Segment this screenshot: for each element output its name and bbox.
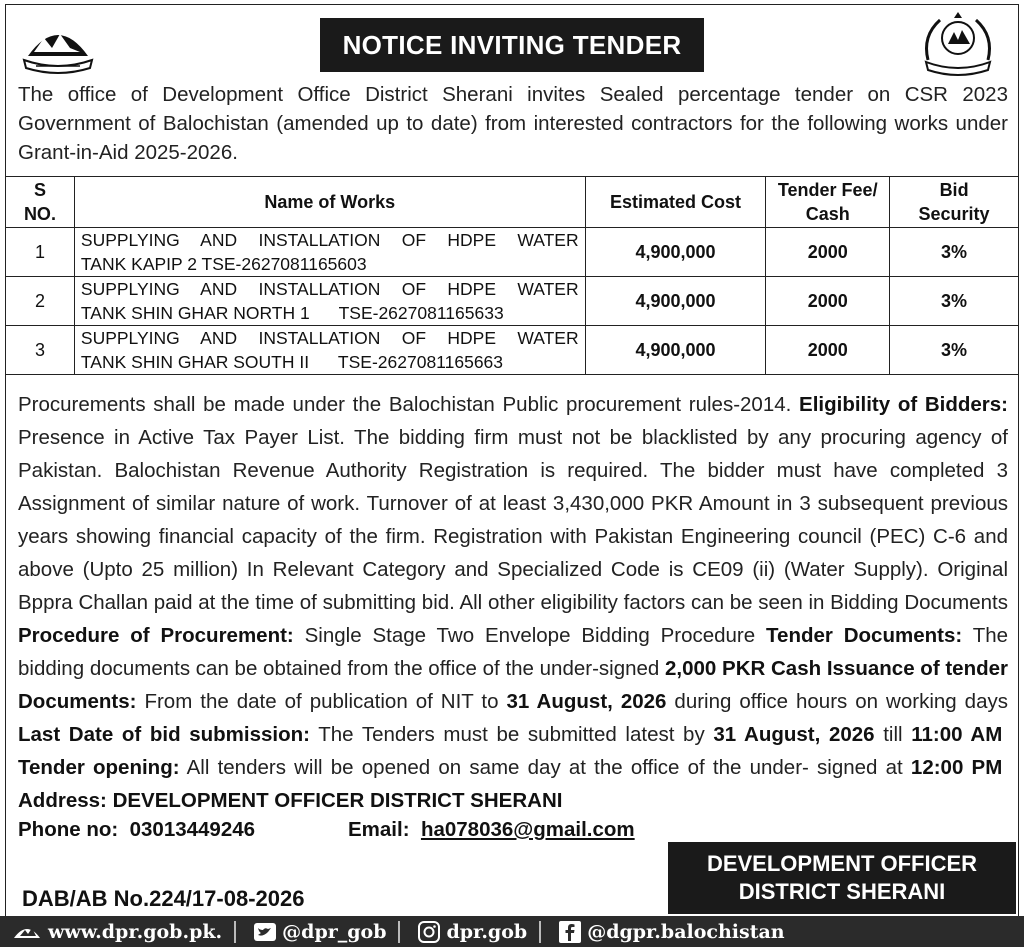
row-work-name: SUPPLYING AND INSTALLATION OF HDPE WATER TANK KAPIP 2 TSE-2627081165603 bbox=[74, 228, 585, 277]
phone-number: 03013449246 bbox=[129, 818, 256, 841]
issuance-date: 31 August, 2026 bbox=[506, 690, 667, 713]
row-bid-security: 3% bbox=[890, 228, 1019, 277]
row-estimated-cost: 4,900,000 bbox=[585, 326, 766, 375]
last-date: 31 August, 2026 bbox=[713, 723, 875, 746]
signature-block: DEVELOPMENT OFFICER DISTRICT SHERANI bbox=[668, 842, 1016, 914]
table-header-row bbox=[6, 177, 1019, 228]
row-estimated-cost: 4,900,000 bbox=[585, 277, 766, 326]
last-time: 11:00 AM bbox=[911, 723, 1003, 746]
footer-facebook[interactable]: @dgpr.balochistan bbox=[559, 921, 784, 943]
works-table bbox=[5, 176, 1019, 375]
instagram-icon bbox=[418, 921, 440, 943]
header-tender-fee: Tender Fee/ Cash bbox=[766, 177, 890, 228]
footer-twitter[interactable]: @dpr_gob bbox=[254, 921, 386, 943]
row-estimated-cost: 4,900,000 bbox=[585, 228, 766, 277]
footer-website[interactable]: www.dpr.gob.pk. bbox=[12, 921, 222, 943]
procedure-label: Procedure of Procurement: bbox=[18, 624, 294, 647]
dpr-mini-logo-icon bbox=[12, 922, 42, 942]
notice-title: NOTICE INVITING TENDER bbox=[320, 18, 704, 72]
row-tender-fee: 2000 bbox=[766, 326, 890, 375]
government-logo-left bbox=[20, 12, 96, 78]
header-bid-security: Bid Security bbox=[890, 177, 1019, 228]
row-bid-security: 3% bbox=[890, 326, 1019, 375]
tender-terms-paragraph: Procurements shall be made under the Balochistan Public procurement rules-2014. Eligibility of Bidders: Presence in Active Tax Payer List. The bidding firm must not be blacklisted by any procuring agency of Pakistan. Balochistan Revenue Authority Registration is required. The bidder must have completed 3 Assignment of similar nature of work. Turnover of at least 3,430,000 PKR Amount in 3 subsequent previous years showing financial capacity of the firm. Registration with Pakistan Engineering council (PEC) C-6 and above (Upto 25 million) In Relevant Category and Specialized Code is CE09 (ii) (Water Supply). Original Bppra Challan paid at the time of submitting bid. All other eligibility factors can be seen in Bidding Documents Procedure of Procurement: Single Stage Two Envelope Bidding Procedure Tender Documents: The bidding documents can be obtained from the office of the under-signed 2,000 PKR Cash Issuance of tender Documents: From the date of publication of NIT to 31 August, 2026 during office hours on working days Last Date of bid submission: The Tenders must be submitted latest by 31 August, 2026 till 11:00 AM Tender opening: All tenders will be opened on same day at the office of the under- signed at 12:00 PM Address: DEVELOPMENT OFFICER DISTRICT SHERANI bbox=[18, 393, 1009, 812]
row-work-name: SUPPLYING AND INSTALLATION OF HDPE WATER TANK SHIN GHAR NORTH 1 TSE-2627081165633 bbox=[74, 277, 585, 326]
address-value: DEVELOPMENT OFFICER DISTRICT SHERANI bbox=[112, 789, 563, 812]
email-info: Email: ha078036@gmail.com bbox=[348, 818, 635, 841]
email-link[interactable]: ha078036@gmail.com bbox=[420, 818, 635, 841]
row-sno: 2 bbox=[6, 277, 75, 326]
twitter-icon bbox=[254, 923, 276, 941]
issuance-label: Issuance of tender Documents: bbox=[18, 657, 1008, 713]
row-bid-security: 3% bbox=[890, 277, 1019, 326]
dab-reference-number: DAB/AB No.224/17-08-2026 bbox=[22, 886, 305, 911]
dpr-emblem-right bbox=[918, 12, 998, 78]
table-row bbox=[6, 326, 1019, 375]
footer-divider bbox=[398, 921, 400, 943]
row-work-name: SUPPLYING AND INSTALLATION OF HDPE WATER TANK SHIN GHAR SOUTH II TSE-2627081165663 bbox=[74, 326, 585, 375]
tender-documents-label: Tender Documents: bbox=[766, 624, 963, 647]
phone-info: Phone no: 03013449246 bbox=[18, 818, 256, 841]
facebook-icon bbox=[559, 921, 581, 943]
footer-instagram[interactable]: dpr.gob bbox=[418, 921, 527, 943]
eligibility-label: Eligibility of Bidders: bbox=[799, 393, 1009, 416]
header-name-of-works: Name of Works bbox=[74, 177, 585, 228]
footer-divider bbox=[539, 921, 541, 943]
header-estimated-cost: Estimated Cost bbox=[585, 177, 766, 228]
row-sno: 3 bbox=[6, 326, 75, 375]
row-tender-fee: 2000 bbox=[766, 228, 890, 277]
footer-bar bbox=[0, 916, 1024, 947]
footer-divider bbox=[234, 921, 236, 943]
table-row bbox=[6, 228, 1019, 277]
tender-opening-label: Tender opening: bbox=[18, 756, 180, 779]
row-sno: 1 bbox=[6, 228, 75, 277]
header-sno: S NO. bbox=[6, 177, 75, 228]
intro-paragraph: The office of Development Office District Sherani invites Sealed percentage tender on CSR 2023 Government of Balochistan (amended up to date) from interested contractors for the following works under Grant-in-Aid 2025-2026. bbox=[18, 83, 1008, 164]
last-date-label: Last Date of bid submission: bbox=[18, 723, 310, 746]
table-row bbox=[6, 277, 1019, 326]
row-tender-fee: 2000 bbox=[766, 277, 890, 326]
address-label: Address: bbox=[18, 789, 107, 812]
opening-time: 12:00 PM bbox=[910, 756, 1003, 779]
